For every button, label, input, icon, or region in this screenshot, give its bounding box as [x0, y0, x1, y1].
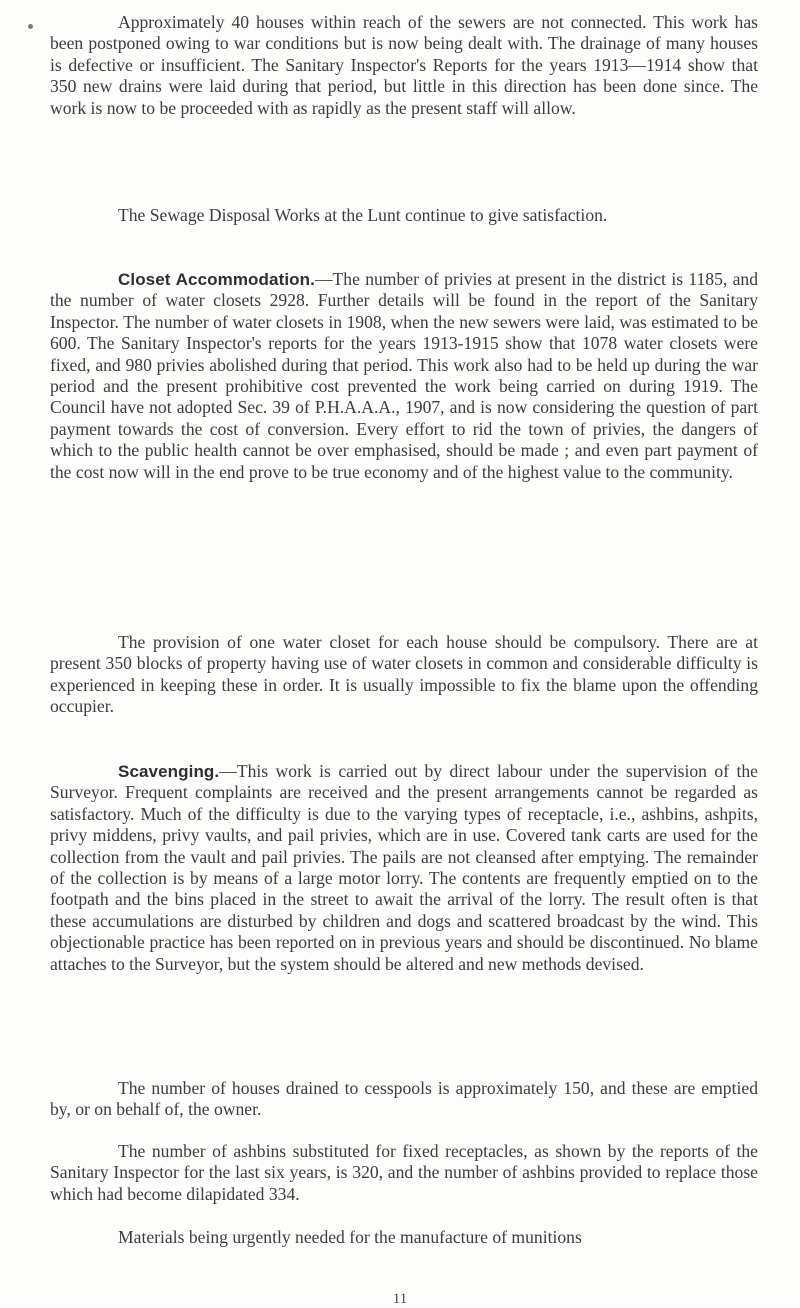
closet-accommodation-body: —The number of privies at present in the district is 1185, and the number of water closets 2928. Further details will be found in the report of the Sanitary Inspector. The number of water closets in 1908, when the new sewers were laid, was estimated to be 600. The Sanitary Inspector's reports for the years 1913-1915 show that 1078 water closets were fixed, and 980 privies abolished during that period. This work also had to be held up during the war period and the present prohibitive cost prevented the work being carried on during 1919. The Council have not adopted Sec. 39 of P.H.A.A.A., 1907, and is now considering the question of part payment towards the cost of conversion. Every effort to rid the town of privies, the dangers of which to the public health cannot be over emphasised, should be made ; and even part payment of the cost now will in the end prove to be true economy and of the highest value to the community.: [50, 269, 758, 482]
paragraph-cesspools: The number of houses drained to cesspools is approximately 150, and these are emptied by, or on behalf of, the owner.: [50, 1078, 758, 1120]
heading-closet-accommodation: Closet Accommodation.: [118, 270, 315, 289]
heading-scavenging: Scavenging.: [118, 762, 220, 781]
paragraph-sewage-disposal: The Sewage Disposal Works at the Lunt continue to give satisfaction.: [118, 205, 608, 225]
paragraph-water-closet-provision: The provision of one water closet for each house should be compulsory. There are at present 350 blocks of property having use of water closets in common and considerable difficulty is experienced in keeping these in order. It is usually impossible to fix the blame upon the offending occupier.: [50, 632, 758, 717]
scavenging-body: —This work is carried out by direct labour under the supervision of the Surveyor. Frequent complaints are received and the present arrangements cannot be regarded as satisfactory. Much of the difficulty is due to the varying types of receptacle, i.e., ashbins, ashpits, privy middens, privy vaults, and pail privies, which are in use. Covered tank carts are used for the collection from the vault and pail privies. The pails are not cleansed after emptying. The remainder of the collection is by means of a large motor lorry. The contents are frequently emptied on to the footpath and the bins placed in the street to await the arrival of the lorry. The result often is that these accumulations are disturbed by children and dogs and scattered broadcast by the wind. This objectionable practice has been reported on in previous years and should be discontinued. No blame attaches to the Surveyor, but the system should be altered and new methods devised.: [50, 761, 758, 974]
paragraph-scavenging: [50, 761, 758, 975]
page-number: 11: [392, 1291, 408, 1307]
paragraph-ashbins: The number of ashbins substituted for fixed receptacles, as shown by the reports of the Sanitary Inspector for the last six years, is 320, and the number of ashbins provided to replace those which had become dilapidated 334.: [50, 1141, 758, 1204]
paragraph-drains: Approximately 40 houses within reach of the sewers are not connected. This work has been postponed owing to war conditions but is now being dealt with. The drainage of many houses is defective or insufficient. The Sanitary Inspector's Reports for the years 1913—1914 show that 350 new drains were laid during that period, but little in this direction has been done since. The work is now to be proceeded with as rapidly as the present staff will allow.: [50, 12, 758, 118]
paragraph-closet-accommodation: [50, 269, 758, 483]
margin-dot: [28, 24, 33, 29]
paragraph-materials: Materials being urgently needed for the manufacture of munitions: [118, 1227, 582, 1247]
